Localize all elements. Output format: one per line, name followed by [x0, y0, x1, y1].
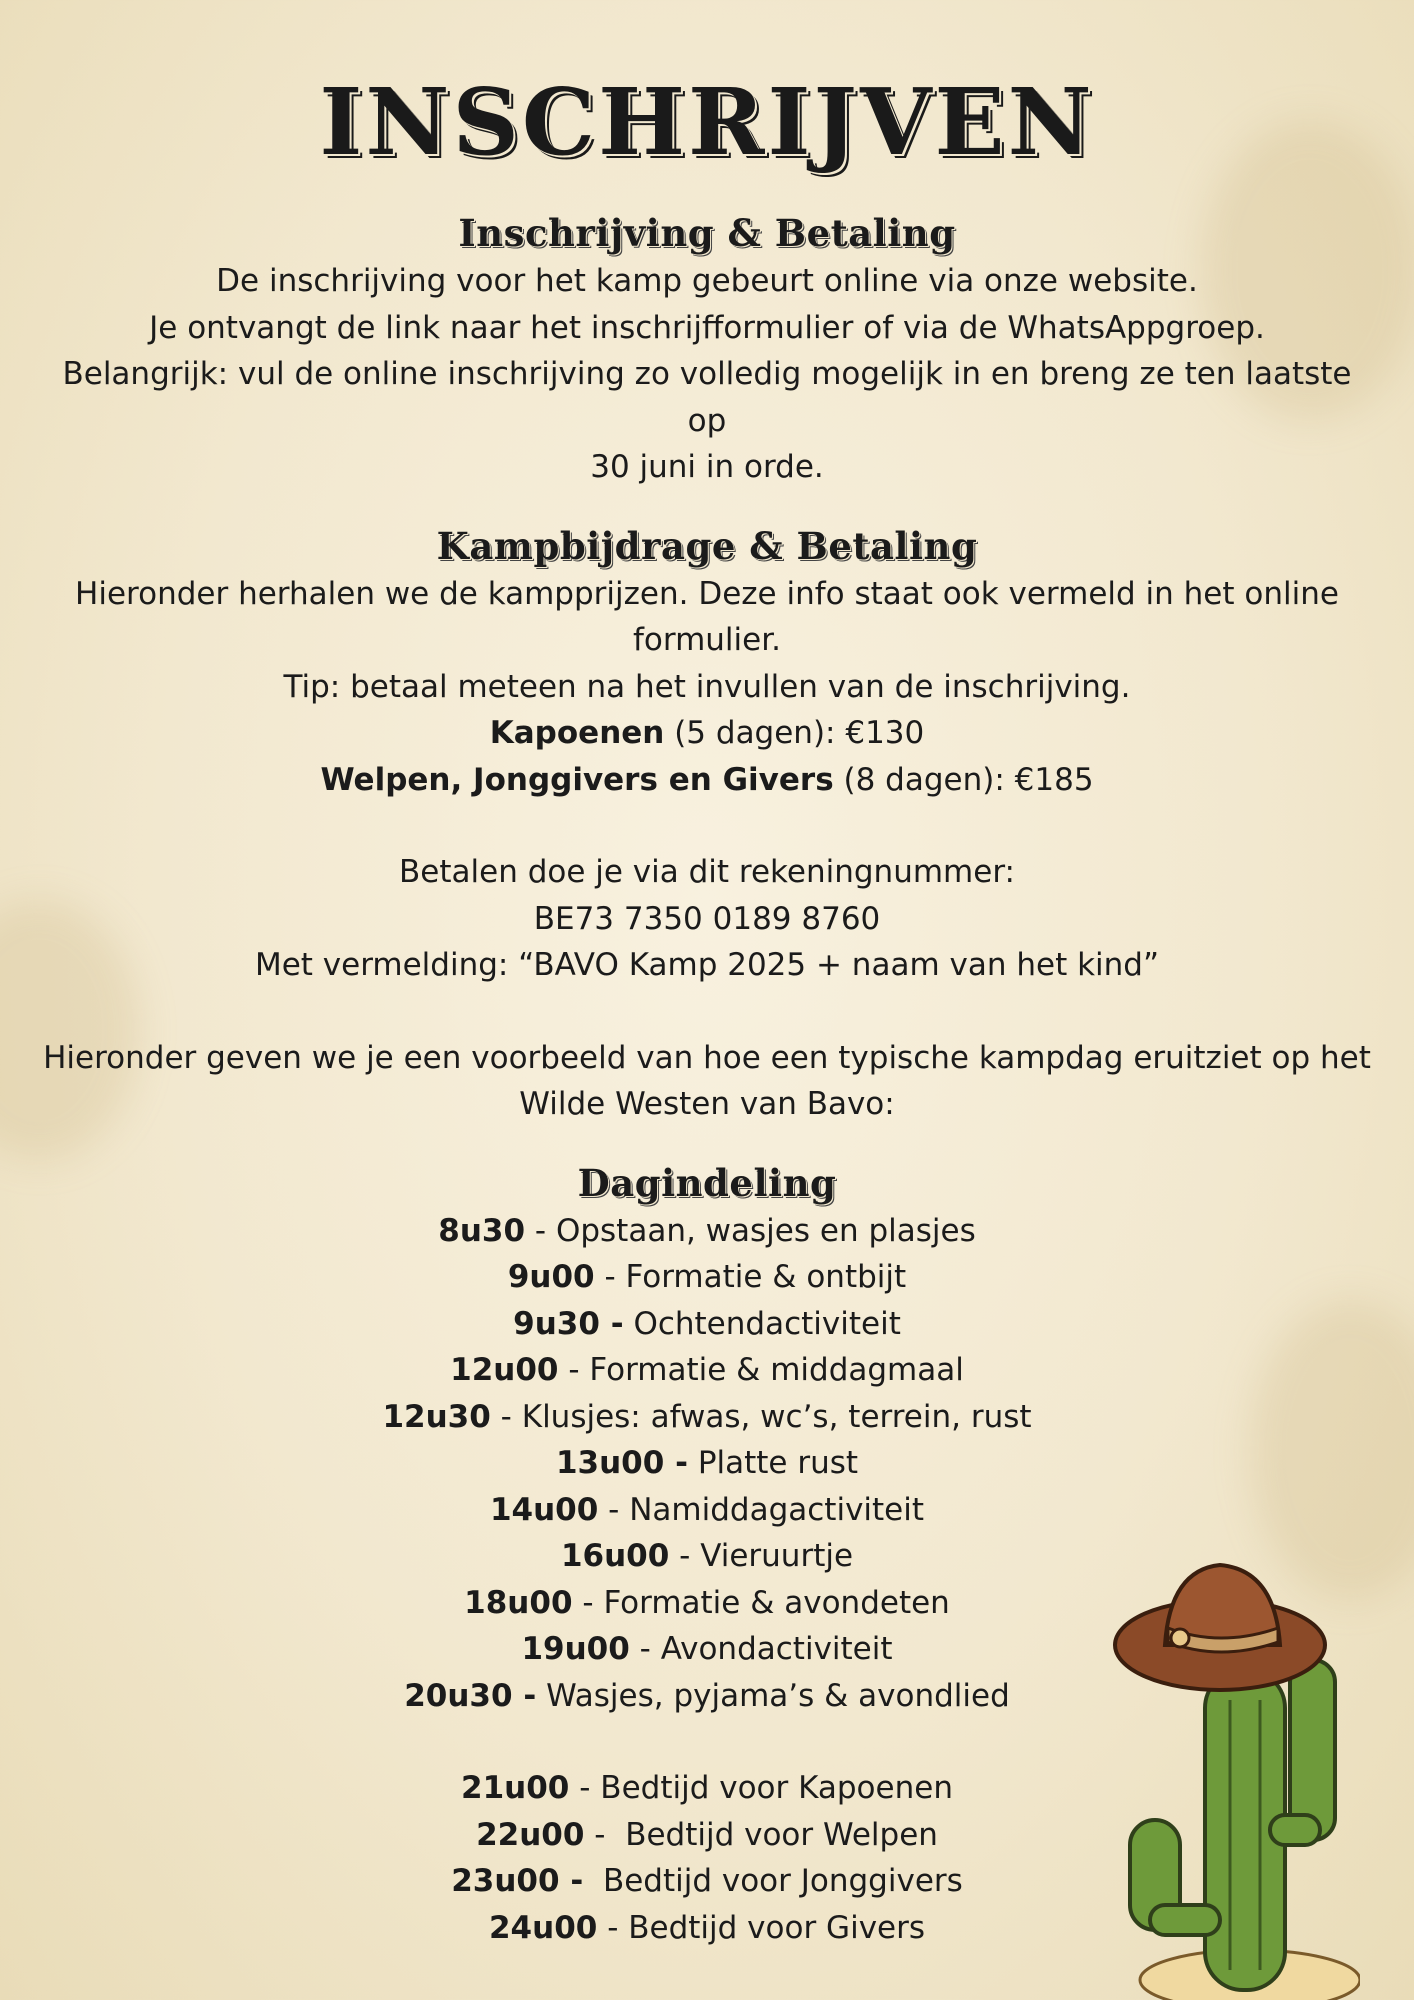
schedule-activity: Opstaan, wasjes en plasjes [555, 1212, 976, 1249]
schedule-activity: Namiddagactiviteit [629, 1491, 925, 1528]
bedtime-activity: Bedtijd voor Jonggivers [602, 1863, 963, 1899]
payment-reference: Met vermelding: “BAVO Kamp 2025 + naam van het kind” [254, 947, 1160, 983]
paragraph-line: formulier. [633, 622, 781, 658]
bedtime-time: 23u00 - [451, 1863, 584, 1899]
price-line [40, 710, 1374, 757]
section-heading-inschrijving: Inschrijving & Betaling [458, 211, 956, 255]
section-heading-dagindeling: Dagindeling [577, 1160, 837, 1205]
price-detail: (8 dagen): €185 [833, 761, 1094, 798]
schedule-time: 13u00 - [555, 1445, 688, 1481]
price-group: Welpen, Jonggivers en Givers [320, 761, 834, 798]
paragraph-line: Je ontvangt de link naar het inschrijfformulier of via de WhatsAppgroep. [149, 309, 1265, 346]
schedule-separator: - [629, 1631, 661, 1667]
paragraph-line: Belangrijk: vul de online inschrijving zo volledig mogelijk in en breng ze ten laatste op [62, 356, 1352, 439]
bedtime-activity: Bedtijd voor Welpen [625, 1816, 938, 1853]
bank-account-number: BE73 7350 0189 8760 [533, 900, 881, 937]
schedule-row [40, 1208, 1374, 1255]
schedule-separator: - [490, 1398, 522, 1435]
bedtime-activity: Bedtijd voor Givers [628, 1909, 926, 1946]
schedule-time: 9u00 [507, 1259, 595, 1295]
bedtime-activity: Bedtijd voor Kapoenen [600, 1770, 953, 1806]
bedtime-separator: - [597, 1909, 629, 1946]
schedule-row [40, 1487, 1374, 1534]
bedtime-time: 24u00 [488, 1909, 598, 1946]
schedule-time: 8u30 [438, 1212, 526, 1249]
schedule-separator [536, 1678, 546, 1714]
schedule-activity: Formatie & avondeten [603, 1584, 950, 1621]
schedule-time: 16u00 [560, 1538, 670, 1574]
paragraph-line: Hieronder geven we je een voorbeeld van hoe een typische kampdag eruitziet op het [43, 1039, 1371, 1076]
schedule-activity: Avondactiviteit [660, 1631, 893, 1667]
schedule-separator: - [598, 1491, 630, 1528]
schedule-separator: - [594, 1259, 626, 1295]
bedtime-separator: - [584, 1816, 626, 1853]
paragraph-line: Tip: betaal meteen na het invullen van de inschrijving. [283, 668, 1131, 705]
schedule-activity: Klusjes: afwas, wc’s, terrein, rust [521, 1398, 1032, 1435]
schedule-time: 12u00 [450, 1352, 559, 1388]
price-line [40, 757, 1374, 804]
schedule-time: 14u00 [489, 1491, 599, 1528]
schedule-separator: - [572, 1584, 604, 1621]
schedule-time: 18u00 [464, 1584, 573, 1621]
schedule-row [40, 1394, 1374, 1441]
paragraph-line: 30 juni in orde. [590, 449, 824, 485]
paragraph-line: Wilde Westen van Bavo: [519, 1086, 895, 1122]
price-group: Kapoenen [489, 715, 665, 751]
schedule-time: 19u00 [521, 1631, 630, 1667]
bedtime-time: 21u00 [461, 1770, 570, 1806]
payment-line: Betalen doe je via dit rekeningnummer: [399, 854, 1015, 890]
schedule-activity: Formatie & ontbijt [625, 1259, 907, 1295]
bedtime-separator [583, 1863, 603, 1899]
schedule-activity: Ochtendactiviteit [633, 1305, 901, 1342]
price-detail: (5 dagen): €130 [664, 715, 925, 751]
page-title: INSCHRIJVEN [319, 68, 1095, 176]
schedule-row [40, 1254, 1374, 1301]
paragraph-line: Hieronder herhalen we de kampprijzen. Deze info staat ook vermeld in het online [75, 575, 1339, 612]
schedule-separator: - [558, 1352, 590, 1388]
paragraph-line: De inschrijving voor het kamp gebeurt online via onze website. [216, 263, 1198, 299]
schedule-row [40, 1301, 1374, 1348]
bedtime-separator: - [569, 1770, 601, 1806]
schedule-row [40, 1347, 1374, 1394]
schedule-activity: Vieruurtje [700, 1538, 854, 1574]
section-heading-kampbijdrage: Kampbijdrage & Betaling [436, 523, 978, 568]
schedule-time: 20u30 - [404, 1677, 537, 1714]
schedule-separator [624, 1306, 634, 1342]
schedule-separator: - [669, 1538, 701, 1574]
schedule-time: 12u30 [382, 1398, 491, 1435]
schedule-activity: Formatie & middagmaal [589, 1352, 964, 1388]
bedtime-time: 22u00 [476, 1816, 585, 1853]
schedule-time: 9u30 - [513, 1305, 624, 1342]
schedule-activity: Wasjes, pyjama’s & avondlied [546, 1677, 1010, 1714]
cactus-with-cowboy-hat-icon [1110, 1550, 1360, 2000]
schedule-activity: Platte rust [697, 1445, 859, 1481]
schedule-row [40, 1440, 1374, 1487]
schedule-separator [688, 1445, 698, 1481]
schedule-separator: - [525, 1212, 556, 1249]
